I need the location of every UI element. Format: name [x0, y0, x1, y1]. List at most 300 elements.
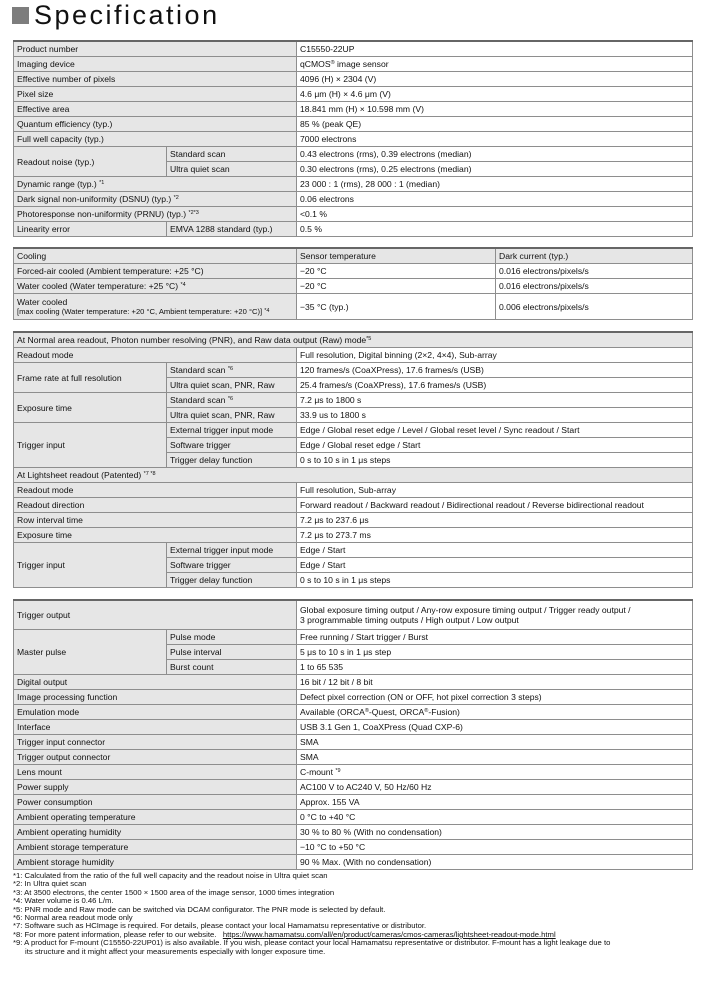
row-label	[14, 264, 297, 279]
row-label	[14, 765, 297, 780]
trigger-output-line1: Global exposure timing output / Any-row exposure timing output / Trigger ready output /	[300, 605, 631, 615]
row-value	[297, 543, 693, 558]
ls-label: Row interval time	[17, 515, 83, 525]
row-label	[14, 840, 297, 855]
lens-label: Lens mount	[17, 767, 62, 777]
cooling-row	[14, 264, 693, 279]
footnote-8-text: *8: For more patent information, please refer to our website.	[13, 929, 217, 939]
ls-trigger-input-value: Edge / Start	[300, 560, 346, 570]
dark-current: 0.006 electrons/pixels/s	[499, 301, 589, 312]
sub-label	[167, 162, 297, 177]
spec-value: Approx. 155 VA	[300, 797, 360, 807]
row-label	[14, 102, 297, 117]
row-value	[297, 720, 693, 735]
spec-row	[14, 675, 693, 690]
row-value	[297, 513, 693, 528]
footnote-ref: *4	[264, 307, 270, 314]
trigger-input-row	[14, 423, 693, 438]
sub-label	[167, 423, 297, 438]
spec-row	[14, 750, 693, 765]
row-label	[14, 117, 297, 132]
spec-label: Image processing function	[17, 692, 118, 702]
ls-trigger-input-value: Edge / Start	[300, 545, 346, 555]
emulation-v1: Available (ORCA	[300, 707, 365, 717]
footnote-ref: ®	[330, 60, 335, 66]
footnote-ref: ®	[424, 708, 429, 714]
row-value	[297, 498, 693, 513]
row-value	[297, 558, 693, 573]
spec-row	[14, 825, 693, 840]
row-value	[297, 348, 693, 363]
spec-label: Full well capacity (typ.)	[17, 134, 104, 144]
group-label	[14, 147, 167, 177]
spec-label: Photoresponse non-uniformity (PRNU) (typ.)	[17, 209, 187, 219]
spec-row	[14, 57, 693, 72]
trigger-output-line2: 3 programmable timing outputs / High output / Low output	[300, 615, 519, 625]
spec-label: Interface	[17, 722, 51, 732]
spec-label: Dark signal non-uniformity (DSNU) (typ.)	[17, 194, 172, 204]
spec-value: 4096 (H) × 2304 (V)	[300, 74, 377, 84]
row-label	[14, 483, 297, 498]
master-pulse-sub: Pulse interval	[170, 647, 222, 657]
row-label	[14, 348, 297, 363]
cooling-label: Water cooled	[17, 296, 68, 307]
readout-table	[13, 331, 693, 588]
lightsheet-row	[14, 528, 693, 543]
spec-label: Trigger output connector	[17, 752, 111, 762]
row-label	[14, 132, 297, 147]
row-value	[297, 750, 693, 765]
spec-value: USB 3.1 Gen 1, CoaXPress (Quad CXP-6)	[300, 722, 463, 732]
footnote-9: *9: A product for F-mount (C15550-22UP01) is also available. If you wish, please contact your local Hamamatsu representative or distributor. F-mount has a light leakage due to	[13, 938, 611, 948]
readout-noise-sub: Standard scan	[170, 149, 226, 159]
emulation-row	[14, 705, 693, 720]
row-label	[14, 294, 297, 320]
trigger-input-value: Edge / Global reset edge / Start	[300, 440, 421, 450]
row-value	[297, 192, 693, 207]
trigger-input-value: Edge / Global reset edge / Level / Global reset level / Sync readout / Start	[300, 425, 580, 435]
group-label	[14, 393, 167, 423]
spec-row	[14, 192, 693, 207]
group-label	[14, 423, 167, 468]
dark-current-cell	[496, 279, 693, 294]
row-label	[14, 87, 297, 102]
sub-label	[167, 393, 297, 408]
row-label	[14, 705, 297, 720]
spec-row	[14, 132, 693, 147]
row-label	[14, 720, 297, 735]
row-value	[297, 408, 693, 423]
frame-rate-row	[14, 363, 693, 378]
row-value	[297, 177, 693, 192]
header-cell	[14, 248, 297, 264]
spec-table-main	[13, 40, 693, 237]
sub-label	[167, 408, 297, 423]
row-value	[297, 132, 693, 147]
spec-row	[14, 207, 693, 222]
row-value	[297, 780, 693, 795]
row-value	[297, 825, 693, 840]
emulation-v2: -Quest, ORCA	[368, 707, 425, 717]
sub-label	[167, 147, 297, 162]
emulation-v3: -Fusion)	[428, 707, 460, 717]
footnote-6: *6: Normal area readout mode only	[13, 913, 133, 923]
spec-value: SMA	[300, 737, 319, 747]
row-label	[14, 498, 297, 513]
row-value	[297, 765, 693, 780]
sub-label	[167, 222, 297, 237]
row-label	[14, 72, 297, 87]
section-header: At Normal area readout, Photon number resolving (PNR), and Raw data output (Raw) mode	[17, 335, 367, 345]
row-label	[14, 690, 297, 705]
lens-value: C-mount	[300, 767, 336, 777]
row-value	[297, 483, 693, 498]
readout-mode-row	[14, 348, 693, 363]
footnote-9-cont: its structure and it might affect your measurements especially with longer exposure time.	[25, 946, 326, 956]
group-label	[14, 630, 167, 675]
footnote-3: *3: At 3500 electrons, the center 1500 × 1500 area of the image sensor, 1000 times integration	[13, 887, 335, 897]
row-value	[297, 600, 693, 630]
row-value	[297, 87, 693, 102]
readout-noise-label: Readout noise (typ.)	[17, 156, 95, 167]
spec-value: SMA	[300, 752, 319, 762]
spec-value: 16 bit / 12 bit / 8 bit	[300, 677, 373, 687]
ls-label: Readout direction	[17, 500, 85, 510]
row-label	[14, 810, 297, 825]
dark-current-cell	[496, 294, 693, 320]
footnotes	[13, 872, 703, 956]
sub-label	[167, 438, 297, 453]
sensor-temp: −35 °C (typ.)	[300, 301, 349, 312]
sub-label	[167, 543, 297, 558]
footnote-ref: *9	[335, 768, 341, 774]
exposure-row	[14, 393, 693, 408]
spec-value: 7000 electrons	[300, 134, 357, 144]
lens-row	[14, 765, 693, 780]
spec-value: 4.6 μm (H) × 4.6 μm (V)	[300, 89, 391, 99]
row-label	[14, 513, 297, 528]
footnote-ref: *4	[180, 282, 186, 288]
group-label	[14, 543, 167, 588]
row-label	[14, 41, 297, 57]
row-label	[14, 795, 297, 810]
linearity-label: Linearity error	[17, 224, 71, 234]
footnote-ref: *6	[227, 396, 234, 402]
spec-value: Defect pixel correction (ON or OFF, hot pixel correction 3 steps)	[300, 692, 542, 702]
spec-value: 90 % Max. (With no condensation)	[300, 857, 432, 867]
row-value	[297, 393, 693, 408]
ls-value: 7.2 μs to 273.7 ms	[300, 530, 371, 540]
normal-header	[14, 332, 693, 348]
spec-label: Digital output	[17, 677, 68, 687]
row-value	[297, 528, 693, 543]
spec-value: 30 % to 80 % (With no condensation)	[300, 827, 442, 837]
row-value	[297, 57, 693, 72]
ls-value: 7.2 μs to 237.6 μs	[300, 515, 369, 525]
master-pulse-label: Master pulse	[17, 647, 67, 657]
readout-mode-label: Readout mode	[17, 350, 74, 360]
header-cell	[496, 248, 693, 264]
trigger-input-sub: Trigger delay function	[170, 455, 253, 465]
master-pulse-row	[14, 630, 693, 645]
sensor-temp: −20 °C	[300, 281, 327, 291]
patent-link[interactable]: https://www.hamamatsu.com/all/en/product/cameras/cmos-cameras/lightsheet-readout-mode.html	[222, 929, 556, 939]
row-value	[297, 735, 693, 750]
cooling-row	[14, 279, 693, 294]
master-pulse-value: 5 μs to 10 s in 1 μs step	[300, 647, 392, 657]
exposure-sub: Ultra quiet scan, PNR, Raw	[170, 410, 275, 420]
spec-label: Ambient operating humidity	[17, 827, 122, 837]
row-value	[297, 222, 693, 237]
trigger-output-row	[14, 600, 693, 630]
master-pulse-value: Free running / Start trigger / Burst	[300, 632, 429, 642]
row-value	[297, 810, 693, 825]
sub-label	[167, 453, 297, 468]
row-value	[297, 378, 693, 393]
row-value	[297, 41, 693, 57]
spec-value: <0.1 %	[300, 209, 327, 219]
row-value	[297, 630, 693, 645]
readout-noise-row	[14, 147, 693, 162]
exposure-value: 7.2 μs to 1800 s	[300, 395, 362, 405]
row-value	[297, 207, 693, 222]
row-value	[297, 840, 693, 855]
footnote-ref: *7 *8	[143, 471, 156, 477]
row-label	[14, 675, 297, 690]
lightsheet-header	[14, 468, 693, 483]
readout-noise-sub: Ultra quiet scan	[170, 164, 230, 174]
spec-row	[14, 102, 693, 117]
exposure-sub: Standard scan	[170, 395, 226, 405]
sub-label	[167, 558, 297, 573]
spec-label: Effective area	[17, 104, 70, 114]
footnote-ref: *6	[227, 366, 234, 372]
title-marker	[12, 7, 29, 24]
row-label	[14, 825, 297, 840]
spec-label: Product number	[17, 44, 79, 54]
section-header-cell	[14, 468, 693, 483]
spec-row	[14, 690, 693, 705]
spec-row	[14, 855, 693, 870]
row-label	[14, 528, 297, 543]
sensor-temp-cell	[297, 279, 496, 294]
spec-row	[14, 735, 693, 750]
footnote-ref: *2	[173, 195, 179, 201]
spec-row	[14, 87, 693, 102]
spec-label: Quantum efficiency (typ.)	[17, 119, 113, 129]
sub-label	[167, 645, 297, 660]
sub-label	[167, 630, 297, 645]
footnote-1: *1: Calculated from the ratio of the full well capacity and the readout noise in Ultra quiet scan	[13, 871, 328, 880]
row-value	[297, 453, 693, 468]
spec-value: 85 % (peak QE)	[300, 119, 362, 129]
row-value	[297, 675, 693, 690]
footnote-ref: *1	[99, 180, 105, 186]
sensor-temp-cell	[297, 264, 496, 279]
ls-value: Full resolution, Sub-array	[300, 485, 397, 495]
spec-row	[14, 41, 693, 57]
linearity-sub: EMVA 1288 standard (typ.)	[170, 224, 273, 234]
spec-row	[14, 840, 693, 855]
spec-value: 0 °C to +40 °C	[300, 812, 356, 822]
spec-value: C15550-22UP	[300, 44, 355, 54]
spec-label: Effective number of pixels	[17, 74, 116, 84]
master-pulse-sub: Pulse mode	[170, 632, 216, 642]
master-pulse-value: 1 to 65 535	[300, 662, 344, 672]
section-header-cell	[14, 332, 693, 348]
cooling-header-cell: Cooling	[17, 251, 47, 261]
row-label	[14, 735, 297, 750]
section-header: At Lightsheet readout (Patented)	[17, 470, 142, 480]
row-label	[14, 600, 297, 630]
trigger-input-sub: Software trigger	[170, 440, 231, 450]
spec-table-other	[13, 599, 693, 870]
spec-row	[14, 795, 693, 810]
row-value	[297, 117, 693, 132]
row-label	[14, 207, 297, 222]
sensor-temp-cell	[297, 294, 496, 320]
footnote-4: *4: Water volume is 0.46 L/m.	[13, 896, 114, 906]
spec-value: 18.841 mm (H) × 10.598 mm (V)	[300, 104, 424, 114]
spec-row	[14, 177, 693, 192]
spec-row	[14, 720, 693, 735]
frame-rate-sub: Ultra quiet scan, PNR, Raw	[170, 380, 275, 390]
sensor-temp: −20 °C	[300, 266, 327, 276]
ls-trigger-input-sub: Trigger delay function	[170, 575, 253, 585]
spec-label: Trigger input connector	[17, 737, 106, 747]
sub-label	[167, 573, 297, 588]
ls-value: Forward readout / Backward readout / Bidirectional readout / Reverse bidirectional readout	[300, 500, 644, 510]
footnote-2: *2: In Ultra quiet scan	[13, 879, 87, 889]
group-label	[14, 363, 167, 393]
dark-current: 0.016 electrons/pixels/s	[499, 281, 589, 291]
row-label	[14, 57, 297, 72]
spec-value-suffix: image sensor	[334, 59, 389, 69]
spec-value: 23 000 : 1 (rms), 28 000 : 1 (median)	[300, 179, 440, 189]
cooling-label: Forced-air cooled (Ambient temperature: +25 °C)	[17, 266, 204, 276]
linearity-value: 0.5 %	[300, 224, 322, 234]
cooling-note: [max cooling (Water temperature: +20 °C, Ambient temperature: +20 °C)]	[17, 306, 263, 316]
spec-label: Imaging device	[17, 59, 75, 69]
sub-label	[167, 660, 297, 675]
spec-label: Ambient storage temperature	[17, 842, 129, 852]
trigger-input-label: Trigger input	[17, 440, 65, 450]
ls-trigger-input-sub: Software trigger	[170, 560, 231, 570]
spec-value: qCMOS	[300, 59, 331, 69]
row-value	[297, 363, 693, 378]
spec-value: 0.06 electrons	[300, 194, 354, 204]
footnote-ref: *2*3	[188, 210, 199, 216]
readout-noise-value: 0.30 electrons (rms), 0.25 electrons (median)	[300, 164, 472, 174]
row-label	[14, 177, 297, 192]
sub-label	[167, 378, 297, 393]
spec-label: Dynamic range (typ.)	[17, 179, 97, 189]
lightsheet-row	[14, 483, 693, 498]
row-value	[297, 705, 693, 720]
row-value	[297, 72, 693, 87]
cooling-table	[13, 247, 693, 320]
spec-label: Ambient operating temperature	[17, 812, 136, 822]
spec-row	[14, 72, 693, 87]
trigger-input-value: 0 s to 10 s in 1 μs steps	[300, 455, 391, 465]
row-label	[14, 279, 297, 294]
cooling-header-cell: Sensor temperature	[300, 251, 376, 261]
row-value	[297, 690, 693, 705]
emulation-label: Emulation mode	[17, 707, 80, 717]
row-value	[297, 162, 693, 177]
exposure-label: Exposure time	[17, 402, 72, 413]
readout-noise-value: 0.43 electrons (rms), 0.39 electrons (median)	[300, 149, 472, 159]
row-value	[297, 855, 693, 870]
header-cell	[297, 248, 496, 264]
row-value	[297, 423, 693, 438]
row-value	[297, 147, 693, 162]
row-label	[14, 222, 167, 237]
footnote-7: *7: Software such as HCImage is required. For details, please contact your local Hamamatsu representative or distributor.	[13, 921, 427, 931]
page-title: Specification	[34, 0, 220, 30]
spec-value: −10 °C to +50 °C	[300, 842, 366, 852]
row-label	[14, 750, 297, 765]
footnote-5: *5: PNR mode and Raw mode can be switched via DCAM configurator. The PNR mode is selected by default.	[13, 904, 386, 914]
linearity-row	[14, 222, 693, 237]
frame-rate-value: 25.4 frames/s (CoaXPress), 17.6 frames/s (USB)	[300, 380, 487, 390]
footnote-ref: ®	[364, 708, 369, 714]
row-value	[297, 795, 693, 810]
spec-row	[14, 117, 693, 132]
trigger-output-label: Trigger output	[17, 610, 71, 620]
row-value	[297, 102, 693, 117]
master-pulse-sub: Burst count	[170, 662, 214, 672]
row-value	[297, 438, 693, 453]
cooling-header-cell: Dark current (typ.)	[499, 251, 569, 261]
cooling-header	[14, 248, 693, 264]
row-label	[14, 780, 297, 795]
dark-current-cell	[496, 264, 693, 279]
exposure-value: 33.9 us to 1800 s	[300, 410, 366, 420]
frame-rate-sub: Standard scan	[170, 365, 226, 375]
spec-row	[14, 780, 693, 795]
ls-label: Readout mode	[17, 485, 74, 495]
spec-label: Power supply	[17, 782, 69, 792]
lightsheet-row	[14, 498, 693, 513]
spec-label: Ambient storage humidity	[17, 857, 114, 867]
dark-current: 0.016 electrons/pixels/s	[499, 266, 589, 276]
sub-label	[167, 363, 297, 378]
cooling-row	[14, 294, 693, 320]
cooling-label: Water cooled (Water temperature: +25 °C)	[17, 281, 179, 291]
row-label	[14, 192, 297, 207]
row-value	[297, 645, 693, 660]
ls-label: Exposure time	[17, 530, 72, 540]
lightsheet-row	[14, 513, 693, 528]
spec-row	[14, 810, 693, 825]
frame-rate-label: Frame rate at full resolution	[17, 372, 122, 383]
ls-trigger-input-row	[14, 543, 693, 558]
ls-trigger-input-label: Trigger input	[17, 560, 65, 570]
spec-value: AC100 V to AC240 V, 50 Hz/60 Hz	[300, 782, 432, 792]
frame-rate-value: 120 frames/s (CoaXPress), 17.6 frames/s (USB)	[300, 365, 484, 375]
ls-trigger-input-value: 0 s to 10 s in 1 μs steps	[300, 575, 391, 585]
row-value	[297, 573, 693, 588]
row-label	[14, 855, 297, 870]
row-value	[297, 660, 693, 675]
spec-label: Power consumption	[17, 797, 93, 807]
trigger-input-sub: External trigger input mode	[170, 425, 274, 435]
footnote-ref: *5	[366, 336, 372, 342]
ls-trigger-input-sub: External trigger input mode	[170, 545, 274, 555]
readout-mode-value: Full resolution, Digital binning (2×2, 4×4), Sub-array	[300, 350, 497, 360]
spec-label: Pixel size	[17, 89, 54, 99]
